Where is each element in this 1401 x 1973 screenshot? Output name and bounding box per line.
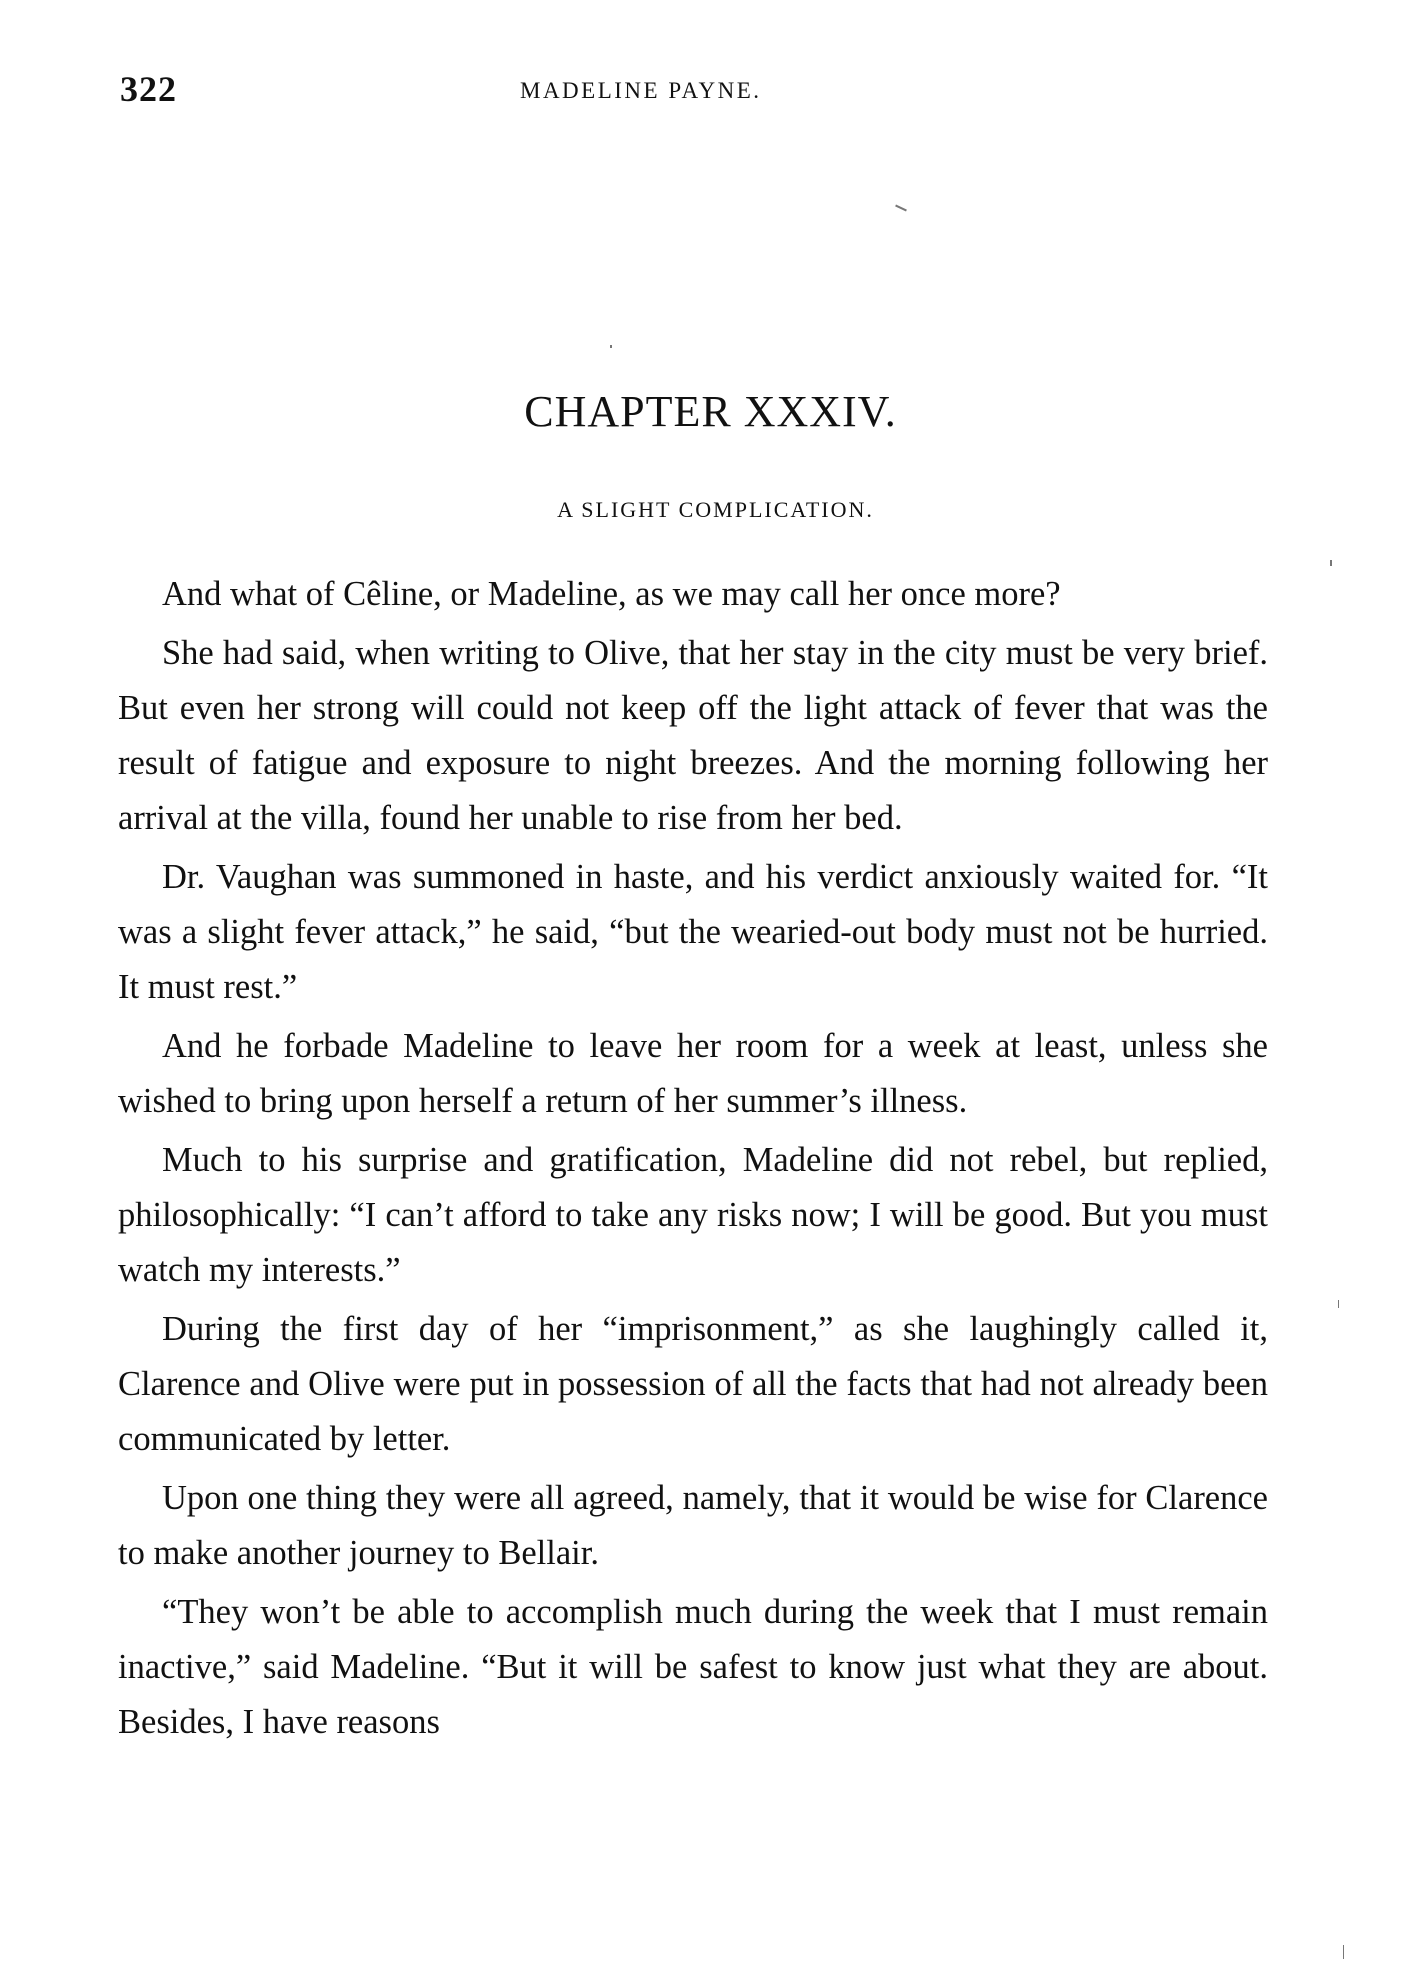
paragraph: “They won’t be able to accomplish much during the week that I must remain inactive,” said Madeline. “But it will be safest to know just what they are about. Besides, I have reasons bbox=[118, 1593, 1268, 1741]
chapter-title: CHAPTER XXXIV. bbox=[524, 387, 897, 436]
paragraph: And he forbade Madeline to leave her room for a week at least, unless she wished to bring upon herself a return of her summer’s illness. bbox=[118, 1027, 1268, 1120]
scan-speck bbox=[610, 345, 612, 348]
running-head bbox=[120, 68, 1280, 118]
running-title: MADELINE PAYNE. bbox=[520, 78, 762, 103]
scan-speck bbox=[1343, 1945, 1344, 1959]
scan-speck bbox=[895, 205, 907, 212]
chapter-subtitle: A SLIGHT COMPLICATION. bbox=[557, 497, 874, 522]
scan-speck bbox=[1338, 1300, 1339, 1308]
chapter-body bbox=[118, 567, 1268, 1754]
page-number: 322 bbox=[120, 69, 177, 109]
paragraph: Dr. Vaughan was summoned in haste, and his verdict anxiously waited for. “It was a slight fever attack,” he said, “but the wearied-out body must not be hurried. It must rest.” bbox=[118, 858, 1268, 1006]
paragraph: During the first day of her “imprisonment,” as she laughingly called it, Clarence and Olive were put in possession of all the facts that had not already been communicated by letter. bbox=[118, 1310, 1268, 1458]
paragraph: And what of Cêline, or Madeline, as we may call her once more? bbox=[162, 575, 1061, 613]
paragraph: Much to his surprise and gratification, Madeline did not rebel, but replied, philosophically: “I can’t afford to take any risks now; I will be good. But you must watch my interests.” bbox=[118, 1141, 1268, 1289]
paragraph: She had said, when writing to Olive, that her stay in the city must be very brief. But even her strong will could not keep off the light attack of fever that was the result of fatigue and exposure to night breezes. And the morning following her arrival at the villa, found her unable to rise from her bed. bbox=[118, 634, 1268, 837]
scan-speck bbox=[1330, 560, 1332, 566]
paragraph: Upon one thing they were all agreed, namely, that it would be wise for Clarence to make another journey to Bellair. bbox=[118, 1479, 1268, 1572]
